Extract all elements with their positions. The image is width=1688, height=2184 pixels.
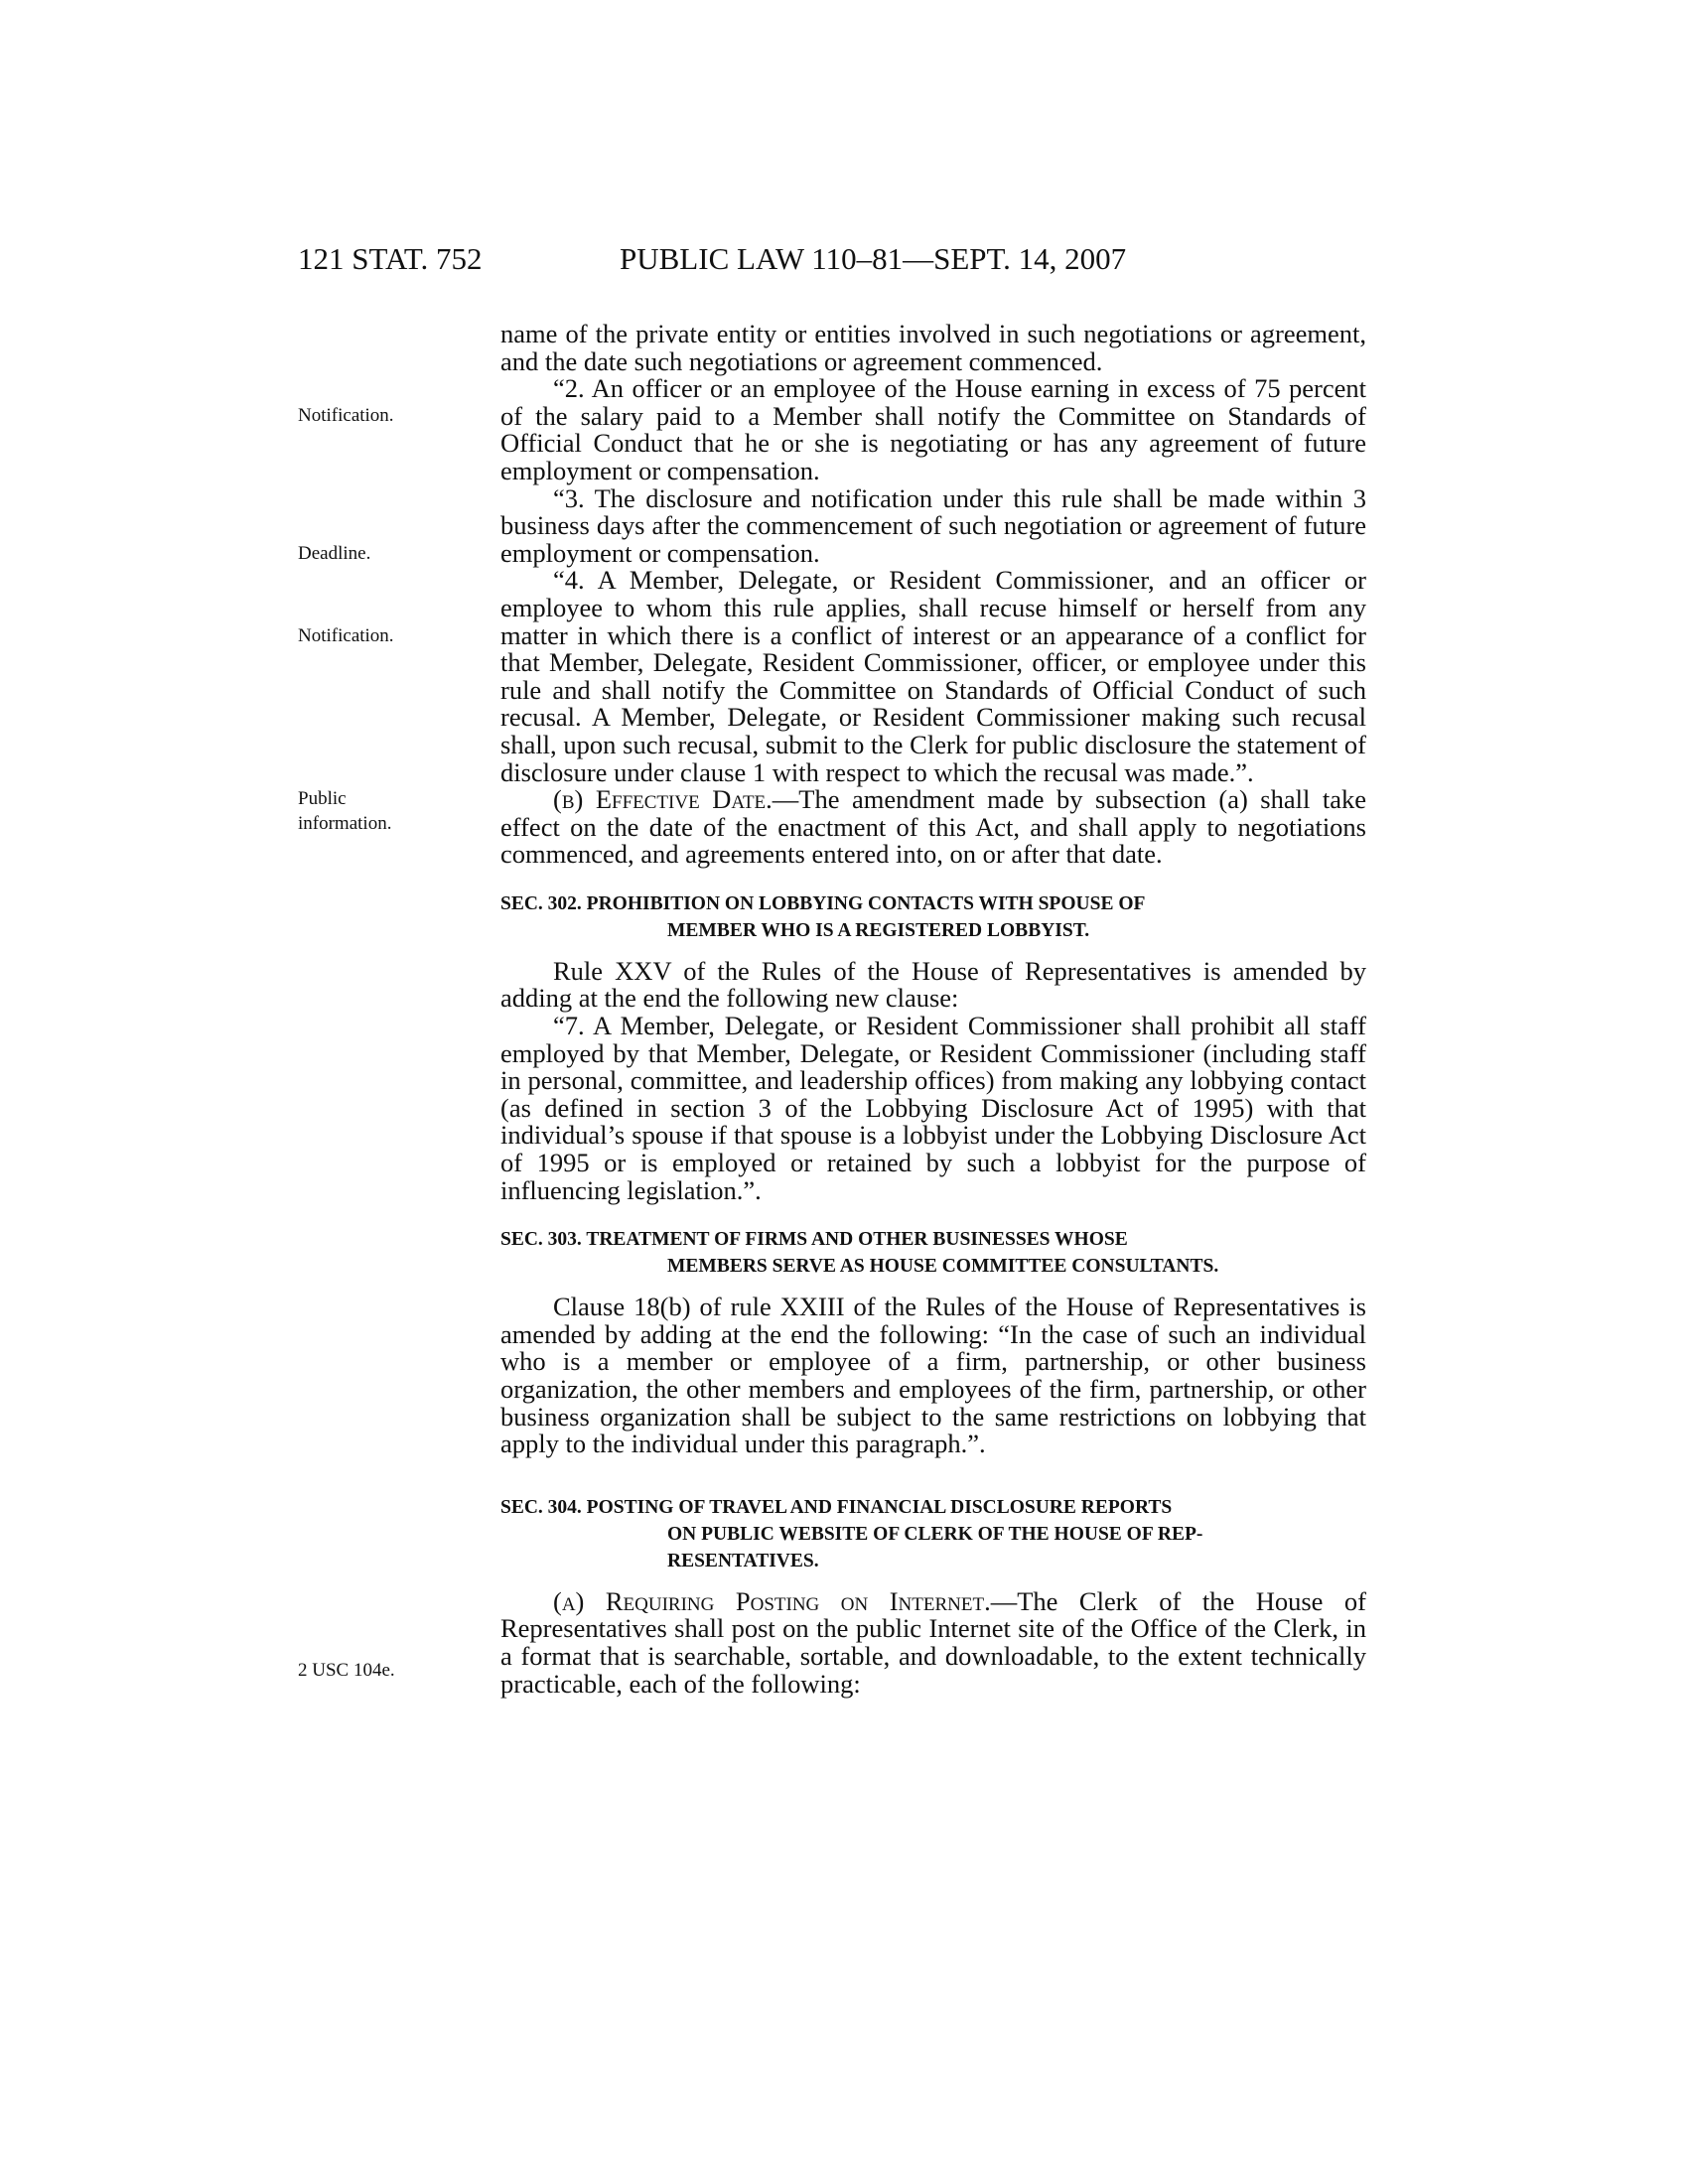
paragraph: Clause 18(b) of rule XXIII of the Rules of the House of Representatives is amended by adding at the end the following: “In the case of such an individual who is a member or employee of a firm, partnership, or other business organization, the other members and employees of the firm, partnership, or other business organization shall be subject to the same restrictions on lobbying that apply to the individual under this paragraph.”. — [500, 1292, 1366, 1459]
page-header — [298, 241, 1390, 285]
section-heading-304 — [500, 1494, 1366, 1574]
margin-note-notification: Notification. — [298, 405, 394, 426]
paragraph — [500, 786, 1366, 869]
section-heading-line: ON PUBLIC WEBSITE OF CLERK OF THE HOUSE OF REP- — [667, 1523, 1203, 1545]
margin-note-line: information. — [298, 813, 392, 834]
paragraph: “4. A Member, Delegate, or Resident Commissioner, and an officer or employee to whom this rule applies, shall recuse himself or herself from any matter in which there is a conflict of interest or an appearance of a conflict for that Member, Delegate, Resident Commissioner, officer, or employee under this rule and shall notify the Committee on Standards of Official Conduct of such recusal. A Member, Delegate, or Resident Commissioner making such recusal shall, upon such recusal, submit to the Clerk for public disclosure the statement of disclosure under clause 1 with respect to which the recusal was made.”. — [500, 565, 1366, 787]
section-heading-302 — [500, 890, 1366, 944]
running-title: PUBLIC LAW 110–81—SEPT. 14, 2007 — [620, 241, 1127, 276]
paragraph: “2. An officer or an employee of the House earning in excess of 75 percent of the salary paid to a Member shall notify the Committee on Standards of Official Conduct that he or she is negotiating or has any agreement of future employment or compensation. — [500, 373, 1366, 485]
subsection-text: —The Clerk of the House of Representatives shall post on the public Internet site of the Office of the Clerk, in a format that is searchable, sortable, and downloadable, to the extent technically practicable, each of the following: — [500, 1585, 1367, 1699]
paragraph: “7. A Member, Delegate, or Resident Commissioner shall prohibit all staff employed by that Member, Delegate, or Resident Commissioner (including staff in personal, committee, and leadership offices) from making any lobbying contact (as defined in section 3 of the Lobbying Disclosure Act of 1995) with that individual’s spouse if that spouse is a lobbyist under the Lobbying Disclosure Act of 1995 or is employed or retained by such a lobbyist for the purpose of influencing legislation.”. — [500, 1011, 1366, 1205]
margin-note-line: Public — [298, 788, 347, 809]
subsection-heading: (a) Requiring Posting on Internet. — [553, 1585, 991, 1616]
statute-citation: 121 STAT. 752 — [298, 241, 483, 276]
paragraph: Rule XXV of the Rules of the House of Representatives is amended by adding at the end the following new clause: — [500, 955, 1366, 1014]
subsection-heading: (b) Effective Date. — [553, 784, 773, 815]
section-heading-303 — [500, 1226, 1366, 1280]
section-heading-line: MEMBERS SERVE AS HOUSE COMMITTEE CONSULTANTS. — [667, 1256, 1219, 1278]
subsection-text: —The amendment made by subsection (a) shall take effect on the date of the enactment of this Act, and shall apply to negotiations commenced, and agreements entered into, on or after that date. — [500, 784, 1366, 870]
margin-note-deadline: Deadline. — [298, 543, 371, 564]
margin-note-usc: 2 USC 104e. — [298, 1660, 395, 1681]
paragraph: name of the private entity or entities involved in such negotiations or agreement, and the date such negotiations or agreement commenced. — [500, 319, 1366, 376]
margin-note-public-information — [298, 786, 467, 836]
section-heading-line: SEC. 304. POSTING OF TRAVEL AND FINANCIAL DISCLOSURE REPORTS — [500, 1496, 1173, 1518]
section-heading-line: SEC. 303. TREATMENT OF FIRMS AND OTHER BUSINESSES WHOSE — [500, 1229, 1128, 1251]
paragraph: “3. The disclosure and notification under this rule shall be made within 3 business days after the commencement of such negotiation or agreement of future employment or compensation. — [500, 482, 1366, 568]
paragraph — [500, 1585, 1367, 1699]
margin-note-notification-2: Notification. — [298, 625, 394, 646]
section-heading-line: MEMBER WHO IS A REGISTERED LOBBYIST. — [667, 919, 1090, 941]
document-body — [500, 321, 1366, 1698]
section-heading-line: RESENTATIVES. — [667, 1550, 819, 1571]
section-heading-line: SEC. 302. PROHIBITION ON LOBBYING CONTACTS WITH SPOUSE OF — [500, 892, 1146, 914]
